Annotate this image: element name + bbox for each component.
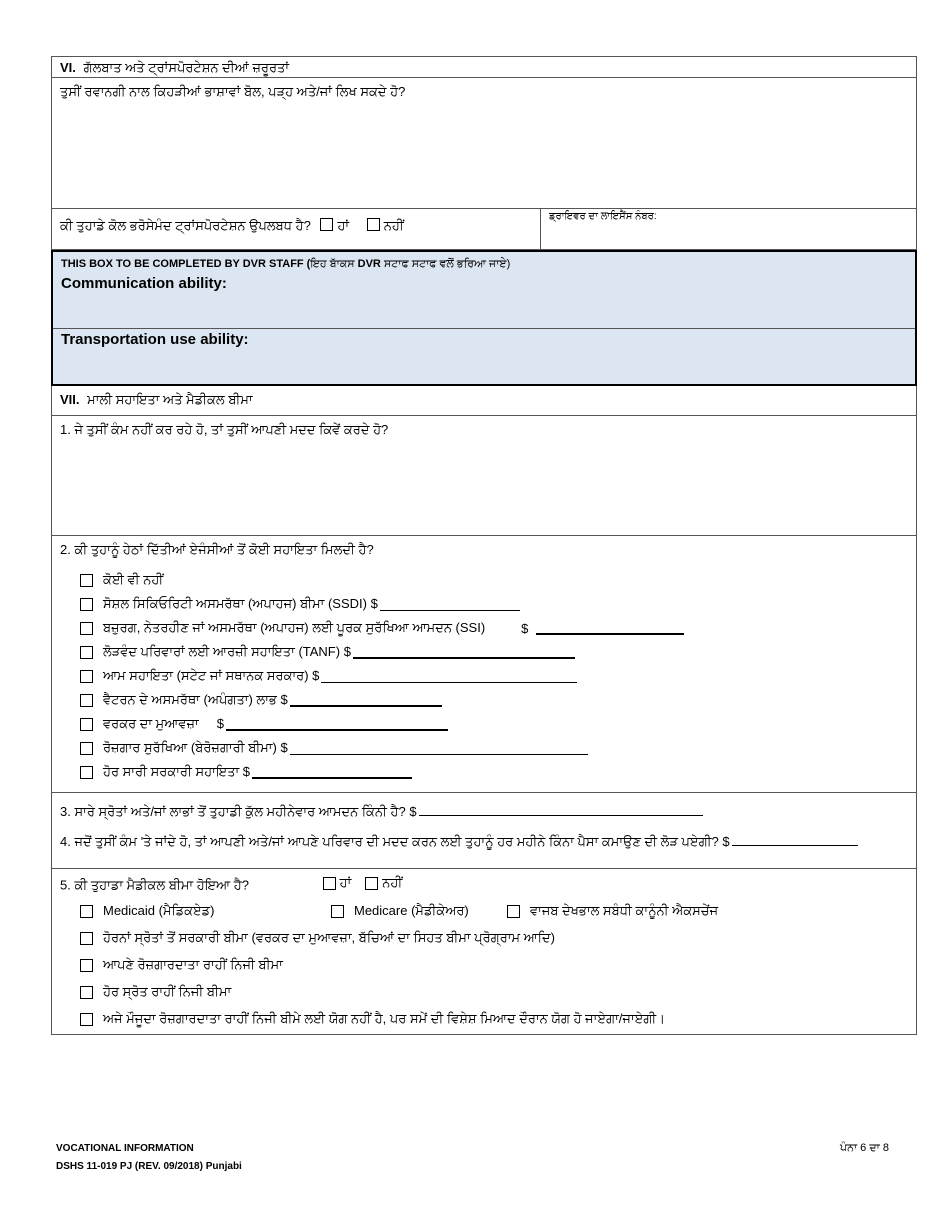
transport-no-checkbox[interactable] — [367, 218, 380, 231]
tanf-amount-line[interactable] — [353, 645, 575, 659]
assistance-none-checkbox[interactable] — [80, 574, 93, 587]
assistance-employment-security-label: ਰੋਜ਼ਗਾਰ ਸੁਰੱਖਿਆ (ਬੇਰੋਜ਼ਗਾਰੀ ਬੀਮਾ) $ — [103, 740, 288, 755]
dvr-staff-box — [51, 250, 917, 386]
needed-income-question: 4. ਜਦੋਂ ਤੁਸੀਂ ਕੰਮ 'ਤੇ ਜਾਂਦੇ ਹੋ, ਤਾਂ ਆਪਣੀ ਅਤੇ/ਜਾਂ ਆਪਣੇ ਪਰਿਵਾਰ ਦੀ ਮਦਦ ਕਰਨ ਲਈ ਤੁਹਾਨੂੰ ਹਰ ਮਹੀਨੇ ਕਿੰਨਾ ਪੈਸਾ ਕਮਾਉਣ ਦੀ ਲੋੜ ਪਏਗੀ? $ — [60, 834, 730, 849]
assistance-none — [80, 568, 916, 592]
other-gov-amount-line[interactable] — [252, 765, 412, 779]
section-7-title: ਮਾਲੀ ਸਹਾਇਤਾ ਅਤੇ ਮੈਡੀਕਲ ਬੀਮਾ — [87, 392, 253, 407]
assistance-tanf — [80, 640, 916, 664]
staff-box-title — [53, 252, 915, 271]
footer-page-number: ਪੰਨਾ 6 ਦਾ 8 — [840, 1142, 889, 1154]
total-income-question: 3. ਸਾਰੇ ਸ੍ਰੋਤਾਂ ਅਤੇ/ਜਾਂ ਲਾਭਾਂ ਤੋਂ ਤੁਹਾਡੀ ਕੁੱਲ ਮਹੀਨੇਵਾਰ ਆਮਦਨ ਕਿੰਨੀ ਹੈ? $ — [60, 804, 417, 819]
insurance-employer-checkbox[interactable] — [80, 959, 93, 972]
license-label: ਡ੍ਰਾਇਵਰ ਦਾ ਲਾਇਸੈਂਸ ਨੰਬਰ: — [549, 211, 657, 222]
veteran-amount-line[interactable] — [290, 693, 442, 707]
languages-field[interactable] — [51, 78, 917, 209]
medical-insurance-section — [51, 869, 917, 1035]
insurance-options-list — [52, 898, 916, 1039]
ssi-dollar: $ — [521, 620, 529, 636]
total-income-line[interactable] — [419, 803, 703, 816]
staff-box-title-pa-post: ਸਟਾਫ ਸਟਾਫ ਵਲੋਂ ਭਰਿਆ ਜਾਏ) — [383, 258, 511, 270]
assistance-general-label: ਆਮ ਸਹਾਇਤਾ (ਸਟੇਟ ਜਾਂ ਸਥਾਨਕ ਸਰਕਾਰ) $ — [103, 668, 320, 683]
insurance-yes-label: ਹਾਂ — [339, 875, 352, 890]
assistance-section — [51, 536, 917, 793]
insurance-not-eligible-yet — [80, 1006, 916, 1033]
self-support-field[interactable] — [51, 416, 917, 536]
insurance-medicare-checkbox[interactable] — [331, 905, 344, 918]
assistance-none-label: ਕੋਈ ਵੀ ਨਹੀਂ — [103, 572, 164, 587]
income-q3-row — [60, 803, 908, 833]
assistance-ssdi — [80, 592, 916, 616]
needed-income-line[interactable] — [732, 833, 858, 846]
employment-security-amount-line[interactable] — [290, 742, 588, 755]
assistance-other-gov-label: ਹੋਰ ਸਾਰੀ ਸਰਕਾਰੀ ਸਹਾਇਤਾ $ — [103, 764, 251, 779]
assistance-veteran — [80, 688, 916, 712]
assistance-general-checkbox[interactable] — [80, 670, 93, 683]
self-support-question: 1. ਜੇ ਤੁਸੀਂ ਕੰਮ ਨਹੀਂ ਕਰ ਰਹੇ ਹੋ, ਤਾਂ ਤੁਸੀਂ ਆਪਣੀ ਮਦਦ ਕਿਵੇਂ ਕਰਦੇ ਹੋ? — [60, 422, 389, 437]
insurance-medicaid-checkbox[interactable] — [80, 905, 93, 918]
insurance-exchange-label: ਵਾਜਬ ਦੇਖਭਾਲ ਸਬੰਧੀ ਕਾਨੂੰਨੀ ਐਕਸਚੇਂਜ — [530, 903, 719, 918]
general-amount-line[interactable] — [321, 670, 577, 683]
insurance-private-other — [80, 979, 916, 1006]
section-6-header — [51, 56, 917, 78]
insurance-medicare — [331, 903, 507, 919]
assistance-workers-comp-label: ਵਰਕਰ ਦਾ ਮੁਆਵਜ਼ਾ $ — [103, 716, 224, 731]
insurance-private-other-checkbox[interactable] — [80, 986, 93, 999]
assistance-ssi — [80, 616, 916, 640]
insurance-medicaid-label: Medicaid (ਮੈਡਿਕਏਡ) — [103, 903, 215, 918]
ssdi-amount-line[interactable] — [380, 598, 520, 611]
transport-yes-label: ਹਾਂ — [337, 218, 350, 233]
income-q4-row — [60, 833, 908, 850]
transport-question-cell — [52, 209, 541, 249]
insurance-no-label: ਨਹੀਂ — [382, 875, 403, 890]
insurance-not-eligible-yet-checkbox[interactable] — [80, 1013, 93, 1026]
footer-form-title: VOCATIONAL INFORMATION — [56, 1143, 194, 1154]
insurance-employer-label: ਆਪਣੇ ਰੋਜ਼ਗਾਰਦਾਤਾ ਰਾਹੀਂ ਨਿਜੀ ਬੀਮਾ — [103, 957, 283, 972]
assistance-ssdi-label: ਸੋਸ਼ਲ ਸਿਕਿਓਰਿਟੀ ਅਸਮਰੱਥਾ (ਅਪਾਹਜ) ਬੀਮਾ (SSDI) $ — [103, 596, 378, 611]
footer-form-id: DSHS 11-019 PJ (REV. 09/2018) Punjabi — [56, 1161, 242, 1172]
assistance-tanf-label: ਲੋੜਵੰਦ ਪਰਿਵਾਰਾਂ ਲਈ ਆਰਜ਼ੀ ਸਹਾਇਤਾ (TANF) $ — [103, 644, 351, 659]
assistance-veteran-checkbox[interactable] — [80, 694, 93, 707]
communication-ability-label: Communication ability: — [61, 275, 227, 292]
communication-ability-section[interactable] — [53, 252, 915, 329]
ssi-amount-line[interactable] — [536, 621, 684, 635]
form-page — [51, 56, 917, 1035]
section-7-header — [51, 386, 917, 416]
assistance-workers-comp-checkbox[interactable] — [80, 718, 93, 731]
assistance-employment-security — [80, 736, 916, 760]
insurance-row-1 — [80, 898, 916, 925]
insurance-exchange-checkbox[interactable] — [507, 905, 520, 918]
medical-insurance-question: 5. ਕੀ ਤੁਹਾਡਾ ਮੈਡੀਕਲ ਬੀਮਾ ਹੋਇਆ ਹੈ? — [60, 877, 249, 893]
insurance-medicare-label: Medicare (ਮੈਡੀਕੇਅਰ) — [354, 903, 469, 918]
assistance-workers-comp — [80, 712, 916, 736]
transport-yes-checkbox[interactable] — [320, 218, 333, 231]
assistance-ssdi-checkbox[interactable] — [80, 598, 93, 611]
insurance-not-eligible-yet-label: ਅਜੇ ਮੌਜੂਦਾ ਰੋਜ਼ਗਾਰਦਾਤਾ ਰਾਹੀਂ ਨਿਜੀ ਬੀਮੇ ਲਈ ਯੋਗ ਨਹੀਂ ਹੈ, ਪਰ ਸਮੇਂ ਦੀ ਵਿਸ਼ੇਸ਼ ਮਿਆਦ ਦੌਰਾਨ ਯੋਗ ਹੋ ਜਾਏਗਾ/ਜਾਏਗੀ। — [103, 1011, 665, 1026]
assistance-ssi-checkbox[interactable] — [80, 622, 93, 635]
assistance-tanf-checkbox[interactable] — [80, 646, 93, 659]
assistance-list — [52, 568, 916, 788]
insurance-employer — [80, 952, 916, 979]
insurance-gov-other-label: ਹੋਰਨਾਂ ਸ੍ਰੋਤਾਂ ਤੋਂ ਸਰਕਾਰੀ ਬੀਮਾ (ਵਰਕਰ ਦਾ ਮੁਆਵਜ਼ਾ, ਬੱਚਿਆਂ ਦਾ ਸਿਹਤ ਬੀਮਾ ਪ੍ਰੋਗ੍ਰਾਮ ਆਦਿ) — [103, 930, 555, 945]
insurance-medicaid — [80, 903, 331, 919]
income-section — [51, 793, 917, 869]
section-7-number: VII. — [60, 392, 80, 407]
staff-box-title-dvr: DVR — [357, 258, 381, 270]
insurance-yes-checkbox[interactable] — [323, 877, 336, 890]
section-6-number: VI. — [60, 60, 76, 75]
insurance-gov-other-checkbox[interactable] — [80, 932, 93, 945]
assistance-ssi-label: ਬਜ਼ੁਰਗ, ਨੇਤਰਹੀਣ ਜਾਂ ਅਸਮਰੱਥਾ (ਅਪਾਹਜ) ਲਈ ਪੂਰਕ ਸੁਰੱਖਿਆ ਆਮਦਨ (SSI) — [103, 620, 486, 635]
insurance-exchange — [507, 903, 718, 919]
medical-insurance-question-row — [52, 869, 916, 898]
section-6-title: ਗੱਲਬਾਤ ਅਤੇ ਟ੍ਰਾਂਸਪੋਰਟੇਸ਼ਨ ਦੀਆਂ ਜ਼ਰੂਰਤਾਂ — [83, 60, 290, 75]
transport-row — [51, 209, 917, 250]
assistance-other-gov-checkbox[interactable] — [80, 766, 93, 779]
transport-question: ਕੀ ਤੁਹਾਡੇ ਕੋਲ ਭਰੋਸੇਮੰਦ ਟ੍ਰਾਂਸਪੋਰਟੇਸ਼ਨ ਉਪਲਬਧ ਹੈ? — [60, 218, 311, 233]
transportation-ability-label: Transportation use ability: — [61, 331, 249, 348]
transport-no-label: ਨਹੀਂ — [383, 218, 404, 233]
assistance-general — [80, 664, 916, 688]
assistance-veteran-label: ਵੈਟਰਨ ਦੇ ਅਸਮਰੱਥਾ (ਅਪੰਗਤਾ) ਲਾਭ $ — [103, 692, 288, 707]
workers-comp-amount-line[interactable] — [226, 717, 448, 731]
assistance-question: 2. ਕੀ ਤੁਹਾਨੂੰ ਹੇਠਾਂ ਦਿੱਤੀਆਂ ਏਜੰਸੀਆਂ ਤੋਂ ਕੋਈ ਸਹਾਇਤਾ ਮਿਲਦੀ ਹੈ? — [60, 542, 374, 557]
insurance-private-other-label: ਹੋਰ ਸ੍ਰੋਤ ਰਾਹੀਂ ਨਿਜੀ ਬੀਮਾ — [103, 984, 232, 999]
assistance-employment-security-checkbox[interactable] — [80, 742, 93, 755]
insurance-no-checkbox[interactable] — [365, 877, 378, 890]
languages-question: ਤੁਸੀਂ ਰਵਾਨਗੀ ਨਾਲ ਕਿਹੜੀਆਂ ਭਾਸ਼ਾਵਾਂ ਬੋਲ, ਪੜ੍ਹ ਅਤੇ/ਜਾਂ ਲਿਖ ਸਕਦੇ ਹੋ? — [60, 84, 406, 99]
staff-box-title-pa-pre: ਇਹ ਬਾੱਕਸ — [310, 258, 355, 270]
license-number-field[interactable] — [541, 209, 916, 249]
assistance-other-gov — [80, 760, 916, 784]
medical-insurance-options — [317, 875, 403, 891]
staff-box-title-en: THIS BOX TO BE COMPLETED BY DVR STAFF ( — [61, 258, 311, 270]
insurance-gov-other — [80, 925, 916, 952]
transportation-ability-section[interactable] — [53, 329, 915, 384]
